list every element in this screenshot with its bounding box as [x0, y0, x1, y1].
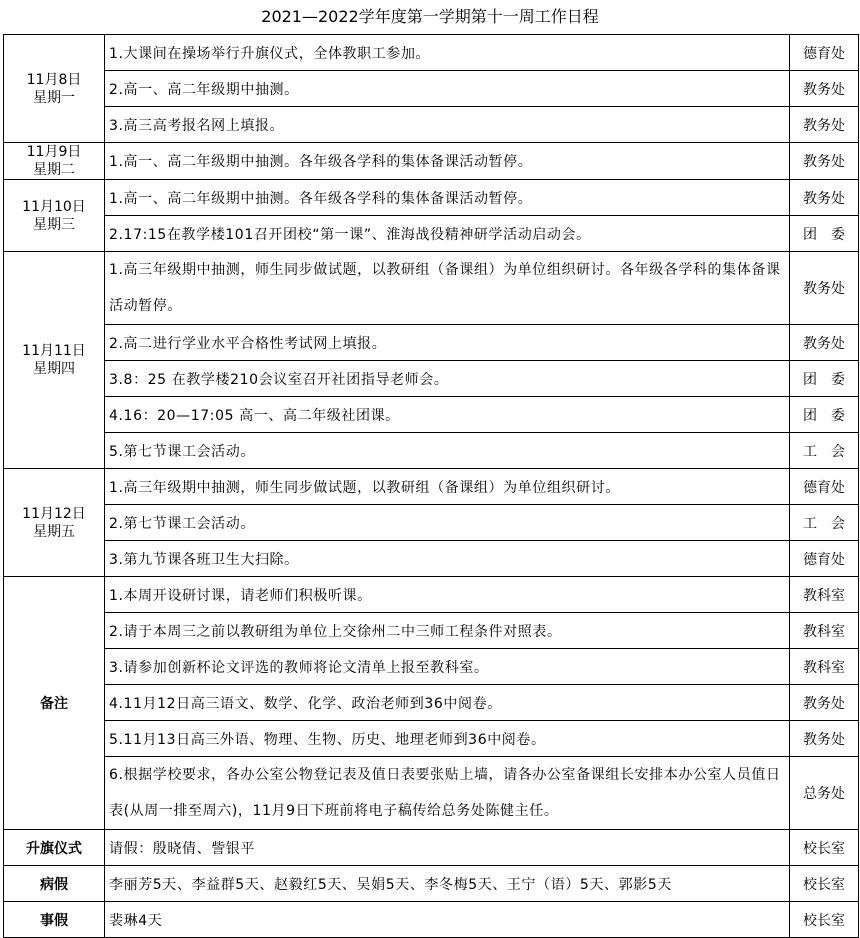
task-dept: 工 会: [790, 505, 859, 541]
day-date: 11月8日: [26, 71, 82, 88]
table-row: [4, 71, 859, 107]
table-row: [4, 397, 859, 433]
task-text: 1.大课间在操场举行升旗仪式，全体教职工参加。: [105, 35, 790, 71]
task-dept: 教务处: [790, 252, 859, 325]
task-text: 2.17:15在教学楼101召开团校“第一课”、淮海战役精神研学活动启动会。: [105, 216, 790, 252]
footer-label: 事假: [4, 902, 105, 938]
task-dept: 教务处: [790, 71, 859, 107]
table-row: [4, 613, 859, 649]
task-text: 3.8：25 在教学楼210会议室召开社团指导老师会。: [105, 361, 790, 397]
day-weekday: 星期二: [33, 162, 75, 178]
table-row: [4, 685, 859, 721]
table-row: [4, 325, 859, 361]
notes-label: 备注: [4, 577, 105, 830]
task-dept: 团 委: [790, 361, 859, 397]
task-dept: 教务处: [790, 143, 859, 180]
task-text: 3.第九节课各班卫生大扫除。: [105, 541, 790, 577]
table-row: [4, 107, 859, 143]
day-weekday: 星期四: [33, 361, 75, 377]
day-cell-tuesday: [4, 143, 105, 180]
note-dept: 教科室: [790, 613, 859, 649]
task-dept: 团 委: [790, 397, 859, 433]
task-text: 1.高一、高二年级期中抽测。各年级各学科的集体备课活动暂停。: [105, 143, 790, 180]
table-row: [4, 866, 859, 902]
note-text: 4.11月12日高三语文、数学、化学、政治老师到36中阅卷。: [105, 685, 790, 721]
task-text: 5.第七节课工会活动。: [105, 433, 790, 469]
task-text: 1.高一、高二年级期中抽测。各年级各学科的集体备课活动暂停。: [105, 180, 790, 216]
table-row: [4, 830, 859, 866]
note-text: 5.11月13日高三外语、物理、生物、历史、地理老师到36中阅卷。: [105, 721, 790, 757]
table-row: [4, 757, 859, 830]
table-row: [4, 649, 859, 685]
table-row: [4, 361, 859, 397]
day-cell-friday: [4, 469, 105, 577]
task-text: 1.高三年级期中抽测，师生同步做试题，以教研组（备课组）为单位组织研讨。各年级各学科的集体备课活动暂停。: [105, 252, 790, 325]
day-weekday: 星期三: [33, 216, 75, 233]
schedule-table: [3, 34, 859, 938]
day-date: 11月12日: [22, 505, 86, 522]
task-text: 2.高二进行学业水平合格性考试网上填报。: [105, 325, 790, 361]
note-dept: 教务处: [790, 721, 859, 757]
task-dept: 教务处: [790, 325, 859, 361]
task-dept: 德育处: [790, 541, 859, 577]
task-text: 1.高三年级期中抽测，师生同步做试题，以教研组（备课组）为单位组织研讨。: [105, 469, 790, 505]
note-dept: 总务处: [790, 757, 859, 830]
task-text: 2.第七节课工会活动。: [105, 505, 790, 541]
task-dept: 德育处: [790, 35, 859, 71]
footer-dept: 校长室: [790, 902, 859, 938]
table-row: [4, 180, 859, 216]
table-row: [4, 902, 859, 938]
table-row: [4, 721, 859, 757]
footer-text: 李丽芳5天、李益群5天、赵毅红5天、吴娟5天、李冬梅5天、王宁（语）5天、郭影5天: [105, 866, 790, 902]
day-weekday: 星期一: [33, 89, 75, 106]
table-row: [4, 216, 859, 252]
task-text: 4.16：20—17:05 高一、高二年级社团课。: [105, 397, 790, 433]
note-text: 2.请于本周三之前以教研组为单位上交徐州二中三师工程条件对照表。: [105, 613, 790, 649]
note-text: 6.根据学校要求，各办公室公物登记表及值日表要张贴上墙，请各办公室备课组长安排本办公室人员值日表(从周一排至周六)，11月9日下班前将电子稿传给总务处陈健主任。: [105, 757, 790, 830]
footer-label: 病假: [4, 866, 105, 902]
note-dept: 教务处: [790, 685, 859, 721]
day-cell-wednesday: [4, 180, 105, 252]
page-title: 2021—2022学年度第一学期第十一周工作日程: [261, 7, 599, 26]
day-date: 11月10日: [22, 198, 86, 215]
day-cell-thursday: [4, 252, 105, 469]
footer-label: 升旗仪式: [4, 830, 105, 866]
task-dept: 团 委: [790, 216, 859, 252]
table-row: [4, 35, 859, 71]
note-text: 3.请参加创新杯论文评选的教师将论文清单上报至教科室。: [105, 649, 790, 685]
task-text: 2.高一、高二年级期中抽测。: [105, 71, 790, 107]
table-row: [4, 433, 859, 469]
footer-text: 裴琳4天: [105, 902, 790, 938]
task-dept: 教务处: [790, 107, 859, 143]
table-row: [4, 252, 859, 325]
table-row: [4, 143, 859, 180]
footer-dept: 校长室: [790, 866, 859, 902]
note-text: 1.本周开设研讨课，请老师们积极听课。: [105, 577, 790, 613]
day-weekday: 星期五: [33, 523, 75, 540]
note-dept: 教科室: [790, 577, 859, 613]
task-dept: 工 会: [790, 433, 859, 469]
footer-text: 请假：殷晓倩、訾银平: [105, 830, 790, 866]
table-row: [4, 469, 859, 505]
task-dept: 教务处: [790, 180, 859, 216]
note-dept: 教科室: [790, 649, 859, 685]
day-cell-monday: [4, 35, 105, 143]
table-row: [4, 577, 859, 613]
task-text: 3.高三高考报名网上填报。: [105, 107, 790, 143]
table-row: [4, 541, 859, 577]
day-date: 11月11日: [22, 343, 86, 359]
task-dept: 德育处: [790, 469, 859, 505]
footer-dept: 校长室: [790, 830, 859, 866]
table-row: [4, 505, 859, 541]
day-date: 11月9日: [26, 144, 82, 160]
